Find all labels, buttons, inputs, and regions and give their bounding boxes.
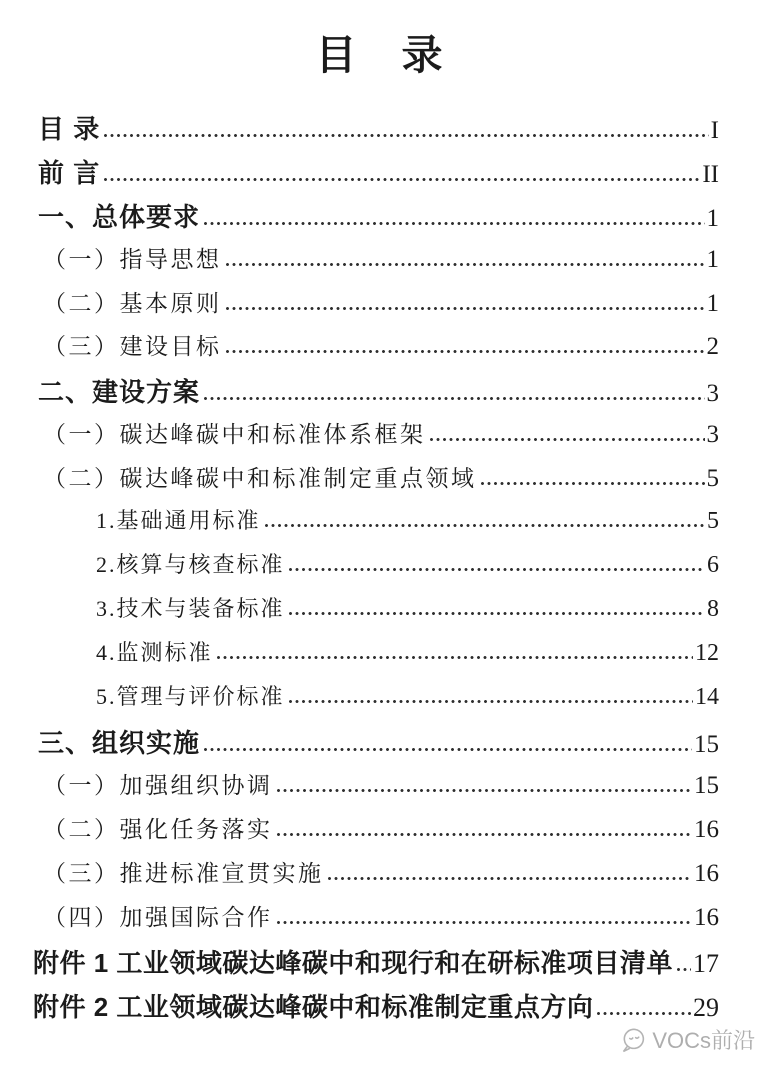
toc-entry-page: 29 [693,992,719,1022]
page-title: 目 录 [315,32,445,78]
dot-leader [328,876,693,881]
dot-leader [104,177,700,182]
toc-entry [38,109,719,153]
toc-entry [38,899,719,943]
toc-entry [38,680,719,724]
toc-entry-page: 14 [695,683,719,710]
toc-entry [38,328,719,372]
toc-entry-label: 2.核算与核查标准 [96,551,285,577]
dot-leader [481,481,705,486]
toc-entry-label: 4.监测标准 [96,639,213,665]
dot-leader [204,747,692,752]
toc-entry-label: 目 录 [38,114,101,144]
dot-leader [277,920,693,925]
toc-entry [38,372,719,416]
toc-entry [38,767,719,811]
toc-entry-label: 附件 1 工业领域碳达峰碳中和现行和在研标准项目清单 [33,947,673,978]
toc-entry-page: 16 [694,904,719,932]
dot-leader [226,349,705,354]
toc-entry-label: （三）推进标准宣贯实施 [43,861,324,887]
dot-leader [204,396,704,401]
toc-entry-label: 二、建设方案 [38,377,201,408]
toc-entry [38,811,719,855]
toc-entry-page: 1 [706,245,719,273]
toc-entry-label: 附件 2 工业领域碳达峰碳中和标准制定重点方向 [33,991,594,1022]
toc-entry-label: （三）建设目标 [43,334,222,360]
toc-entry [38,548,719,592]
dot-leader [277,832,693,837]
dot-leader [430,437,705,442]
toc-entry-page: 15 [694,731,719,759]
dot-leader [104,133,708,138]
toc-entry [38,153,719,197]
toc-entry-label: 5.管理与评价标准 [96,683,285,709]
toc-entry [38,636,719,680]
chat-face-icon [617,1026,649,1054]
toc-entry-page: 3 [706,380,719,408]
toc-entry-label: （四）加强国际合作 [43,905,273,931]
dot-leader [226,306,705,311]
toc-entry [38,197,719,241]
toc-entry-page: 1 [706,204,719,232]
dot-leader [677,967,691,972]
toc-entry-label: （二）碳达峰碳中和标准制定重点领域 [43,466,477,492]
toc-entry [38,504,719,548]
toc-entry [38,416,719,460]
toc-entry-label: 三、组织实施 [38,728,201,759]
toc-entry-label: （一）指导思想 [43,246,222,272]
toc-entry-page: 5 [706,465,719,493]
toc-entry-page: I [710,117,719,144]
toc-entry-page: 16 [694,860,719,888]
toc-entry-page: 15 [694,772,719,800]
dot-leader [217,655,693,660]
toc-entry [38,460,719,504]
watermark-text: VOCs前沿 [652,1028,755,1053]
toc-entry-page: 12 [695,639,719,666]
toc-entry [33,943,719,987]
toc-entry-label: 前 言 [38,157,101,188]
toc-entry [38,285,719,329]
toc-entry-label: （二）强化任务落实 [43,817,273,843]
toc-entry-page: 17 [693,948,719,978]
toc-entry-label: 一、总体要求 [38,201,201,232]
toc-entry-page: 2 [706,333,719,361]
toc-entry-page: 1 [706,289,719,317]
dot-leader [226,262,705,267]
dot-leader [204,221,704,226]
toc-list [0,109,760,1031]
toc-entry-label: （一）加强组织协调 [43,773,273,799]
dot-leader [289,611,705,616]
toc-entry-page: 3 [706,421,719,449]
dot-leader [277,788,693,793]
toc-entry-page: 6 [707,551,719,578]
toc-entry-page: 16 [694,816,719,844]
toc-entry-label: （一）碳达峰碳中和标准体系框架 [43,422,426,448]
toc-entry [38,592,719,636]
dot-leader [289,567,705,572]
toc-entry-page: 8 [707,595,719,622]
dot-leader [597,1011,691,1016]
toc-entry [38,723,719,767]
toc-entry [38,855,719,899]
toc-entry-label: 1.基础通用标准 [96,508,261,534]
toc-entry-page: 5 [707,508,719,535]
dot-leader [289,699,693,704]
dot-leader [265,523,705,528]
toc-entry-label: 3.技术与装备标准 [96,595,285,621]
toc-entry-label: （二）基本原则 [43,290,222,316]
watermark [617,1024,755,1055]
toc-entry [38,241,719,285]
toc-entry-page: II [702,160,719,188]
